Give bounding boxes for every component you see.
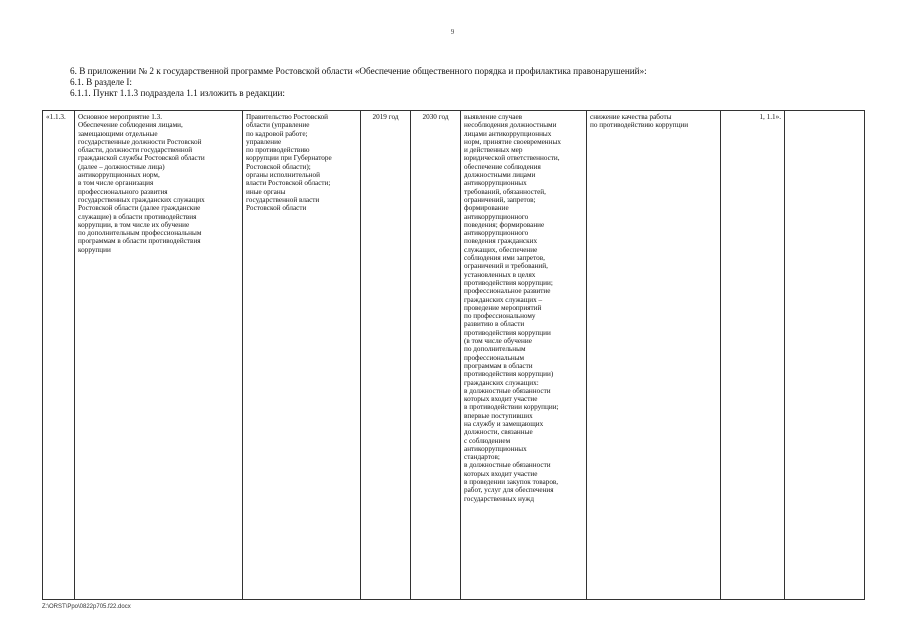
intro-line-2: 6.1. В разделе I:	[70, 77, 132, 87]
intro-line-3: 6.1.1. Пункт 1.1.3 подраздела 1.1 изложить в редакции:	[70, 88, 285, 98]
footer-file-path: Z:\ORST\Ppo\0822p705.f22.docx	[42, 604, 131, 610]
cell-start-year: 2019 год	[361, 111, 411, 600]
cell-indicator: 1, 1.1».	[721, 111, 785, 600]
page-number: 9	[450, 28, 455, 36]
cell-measure-name: Основное мероприятие 1.3. Обеспечение соблюдения лицами, замещающими отдельные государственные должности Ростовской области, должности государственной гражданской службы Ростовской области (далее – должностные лица) антикоррупционных норм, в том числе организация профессионального развития государственных гражданских служащих Ростовской области (далее гражданские служащие) в области противодействия коррупции, в том числе их обучение по дополнительным профессиональным программам в области противодействия коррупции	[75, 111, 243, 600]
table-row	[43, 111, 865, 600]
cell-end-year: 2030 год	[411, 111, 461, 600]
cell-consequence: снижение качества работы по противодействию коррупции	[587, 111, 721, 600]
intro-line-1: 6. В приложении № 2 к государственной программе Ростовской области «Обеспечение общественного порядка и профилактика правонарушений»:	[70, 66, 647, 76]
intro-text	[70, 66, 647, 99]
program-table	[42, 110, 865, 600]
cell-expected-result: выявление случаев несоблюдения должностными лицами антикоррупционных норм, принятие своевременных и действенных мер юридической ответственности, обеспечение соблюдения должностными лицами антикоррупционных требований, обязанностей, ограничений, запретов; формирование антикоррупционного поведения; формирование антикоррупционного поведения гражданских служащих, обеспечение соблюдения ими запретов, ограничений и требований, установленных в целях противодействия коррупции; профессиональное развитие гражданских служащих – проведение мероприятий по профессиональному развитию в области противодействия коррупции (в том числе обучение по дополнительным профессиональным программам в области противодействия коррупции) гражданских служащих: в должностные обязанности которых входит участие в противодействии коррупции; впервые поступивших на службу и замещающих должности, связанные с соблюдением антикоррупционных стандартов; в должностные обязанности которых входит участие в проведении закупок товаров, работ, услуг для обеспечения государственных нужд	[461, 111, 587, 600]
cell-blank	[785, 111, 865, 600]
cell-executor: Правительство Ростовской области (управление по кадровой работе; управление по противодействию коррупции при Губернаторе Ростовской области); органы исполнительной власти Ростовской области; иные органы государственной власти Ростовской области	[243, 111, 361, 600]
cell-number: «1.1.3.	[43, 111, 75, 600]
